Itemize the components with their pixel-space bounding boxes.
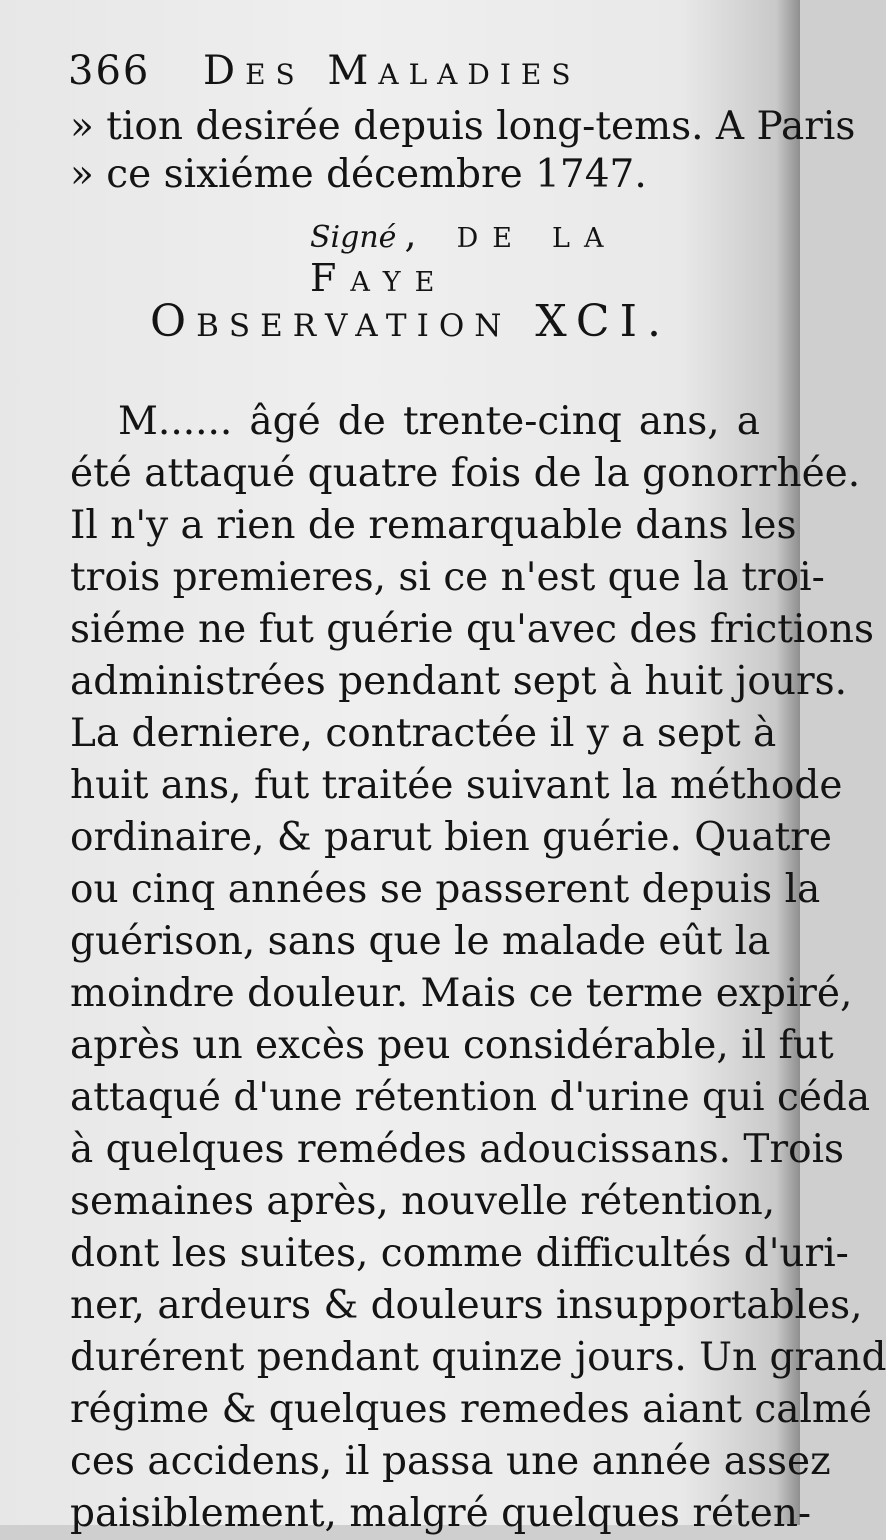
body-line: à quelques remédes adoucissans. Trois [70,1127,845,1172]
signed-word: Signé [310,220,397,255]
body-line: après un excès peu considérable, il fut [70,1023,834,1068]
body-line: paisiblement, malgré quelques réten- [70,1491,812,1536]
body-line: M...... âgé de trente-cinq ans, a [118,399,760,444]
signatory-name: , de la Faye [310,212,618,300]
body-line: moindre douleur. Mais ce terme expiré, [70,971,853,1016]
body-line: La derniere, contractée il y a sept à [70,711,777,756]
body-line: ordinaire, & parut bien guérie. Quatre [70,815,833,860]
body-line: dont les suites, comme difficultés d'uri- [70,1231,849,1276]
body-line: guérison, sans que le malade eût la [70,919,771,964]
page-number: 366 [68,48,151,94]
body-line: ces accidens, il passa une année assez [70,1439,831,1484]
body-line: administrées pendant sept à huit jours. [70,659,848,704]
body-line: durérent pendant quinze jours. Un grand [70,1335,886,1380]
body-line: attaqué d'une rétention d'urine qui céda [70,1075,871,1120]
body-line: huit ans, fut traitée suivant la méthode [70,763,843,808]
body-line: ou cinq années se passerent depuis la [70,867,821,912]
body-line: été attaqué quatre fois de la gonorrhée. [70,451,861,496]
running-title: Des Maladies [203,48,581,94]
signature-line [310,212,770,300]
body-line: ner, ardeurs & douleurs insupportables, [70,1283,863,1328]
body-line: semaines après, nouvelle rétention, [70,1179,776,1224]
body-line: Il n'y a rien de remarquable dans les [70,503,797,548]
quote-line: » tion desirée depuis long-tems. A Paris [70,104,856,149]
body-line: trois premieres, si ce n'est que la troi- [70,555,825,600]
quote-line: » ce sixiéme décembre 1747. [70,152,647,197]
body-line: régime & quelques remedes aiant calmé [70,1387,872,1432]
observation-heading: Observation XCI. [150,296,671,347]
body-text [70,396,886,1540]
body-line: siéme ne fut guérie qu'avec des frictions [70,607,875,652]
